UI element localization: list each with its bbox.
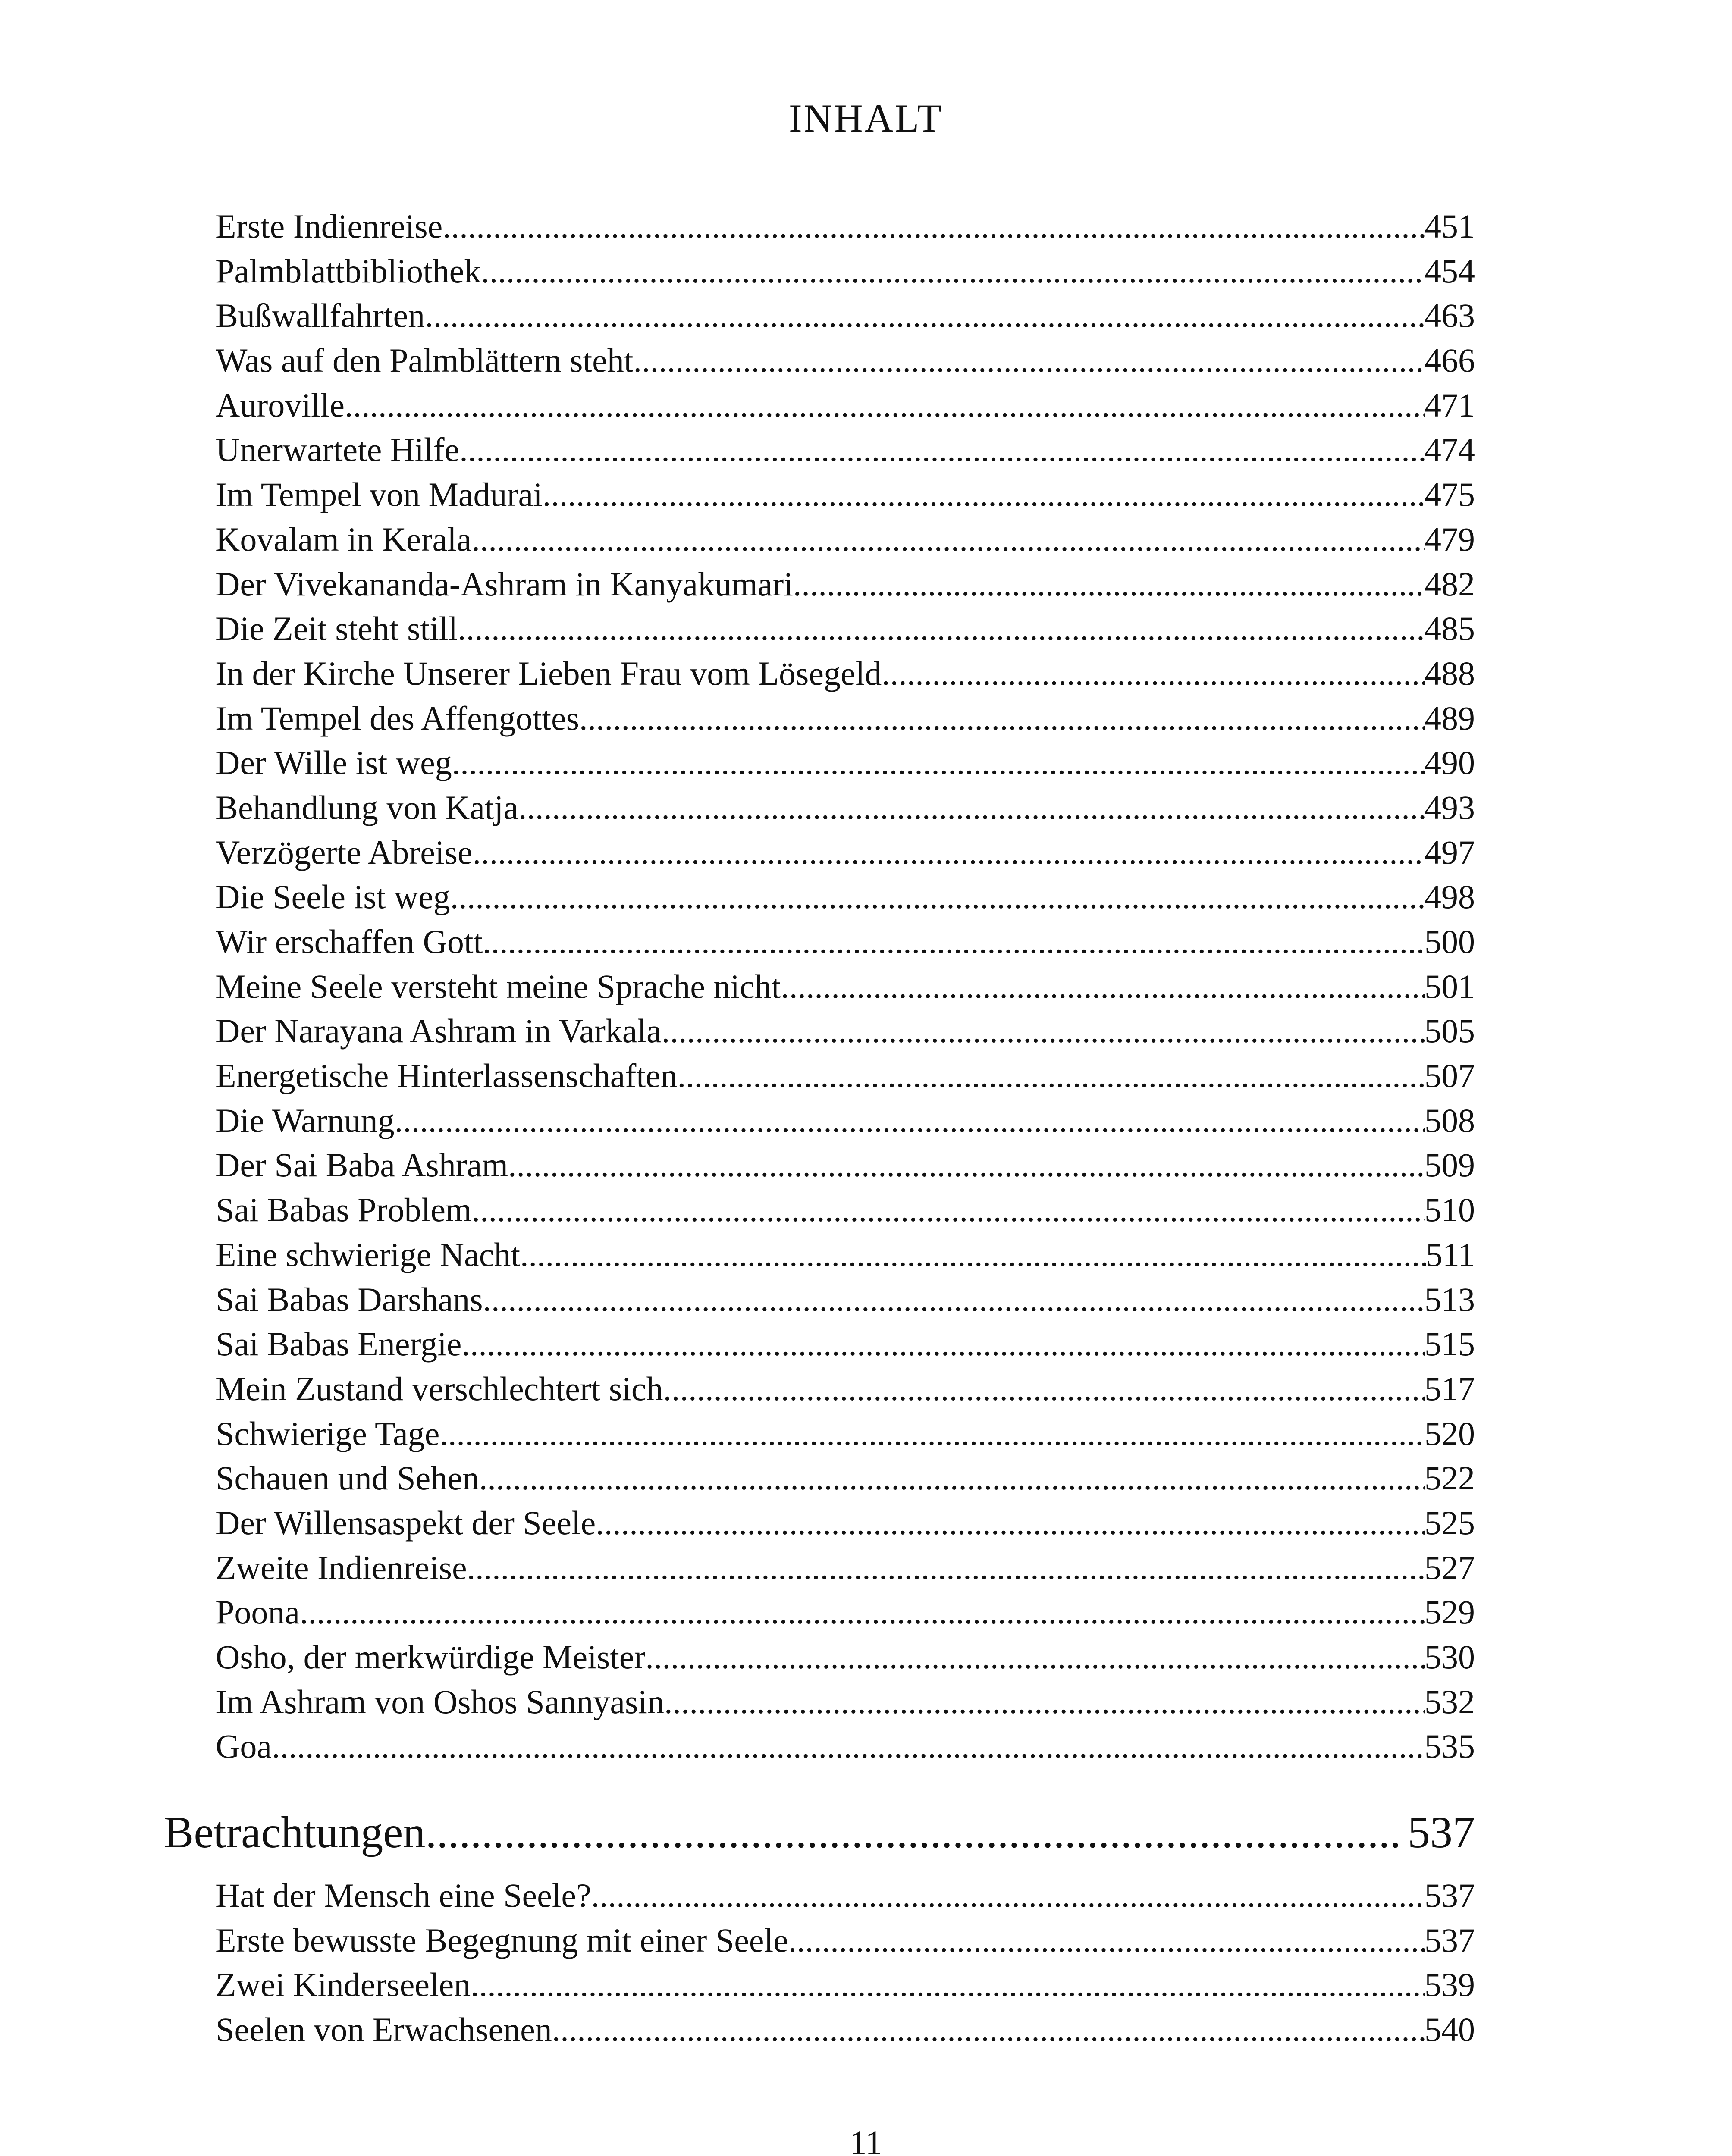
toc-entry-page: 485 [1425, 610, 1475, 648]
toc-entry-page: 511 [1425, 1235, 1475, 1273]
chapter-page-number: 537 [1408, 1808, 1475, 1857]
toc-leader-dots [645, 1635, 1425, 1680]
toc-entry-title: Die Warnung [216, 1101, 395, 1139]
toc-entry-page: 522 [1425, 1459, 1475, 1497]
toc-entry-title: Schwierige Tage [216, 1414, 440, 1452]
toc-entry-title: Auroville [216, 386, 345, 424]
toc-leader-dots [662, 1009, 1425, 1053]
toc-entry [216, 1143, 1475, 1188]
toc-leader-dots [579, 696, 1425, 741]
toc-leader-dots [395, 1098, 1425, 1143]
toc-leader-dots [345, 383, 1425, 428]
toc-leader-dots [472, 1188, 1425, 1232]
toc-entry-page: 510 [1425, 1191, 1475, 1229]
toc-entry [216, 1635, 1475, 1680]
page-number: 11 [850, 2124, 882, 2156]
toc-leader-dots [664, 1680, 1425, 1724]
toc-entry [216, 562, 1475, 607]
toc-entry-title: Der Vivekananda-Ashram in Kanyakumari [216, 565, 793, 603]
toc-leader-dots [483, 919, 1425, 964]
toc-entry [216, 606, 1475, 651]
toc-entry-title: Verzögerte Abreise [216, 833, 473, 871]
chapter-title: Betrachtungen [164, 1808, 426, 1857]
toc-entry [216, 1680, 1475, 1724]
toc-entry-title: Goa [216, 1727, 272, 1765]
toc-entry [216, 249, 1475, 294]
toc-entry [216, 204, 1475, 249]
toc-entry-title: Erste bewusste Begegnung mit einer Seele [216, 1921, 788, 1959]
toc-entry [216, 1188, 1475, 1232]
toc-leader-dots [793, 562, 1425, 607]
toc-entry [216, 785, 1475, 830]
toc-entry-title: Im Tempel von Madurai [216, 476, 543, 514]
toc-entry [216, 1411, 1475, 1456]
toc-entry [216, 383, 1475, 428]
toc-entry-title: Der Wille ist weg [216, 744, 452, 782]
toc-entry-page: 508 [1425, 1101, 1475, 1139]
toc-entry [216, 1009, 1475, 1053]
toc-entry-title: Zwei Kinderseelen [216, 1966, 471, 2004]
toc-leader-dots [473, 830, 1425, 875]
toc-entry-page: 463 [1425, 297, 1475, 335]
toc-leader-dots [272, 1724, 1425, 1769]
toc-entry [216, 1962, 1475, 2007]
toc-leader-dots [483, 1277, 1425, 1322]
toc-entry [216, 1053, 1475, 1098]
toc-entry-page: 489 [1425, 699, 1475, 737]
toc-entry [216, 517, 1475, 562]
toc-entry [216, 1724, 1475, 1769]
running-header: INHALT [789, 96, 943, 140]
toc-entry-title: Erste Indienreise [216, 207, 443, 245]
toc-entry [216, 293, 1475, 338]
toc-leader-dots [518, 785, 1425, 830]
toc-entry-page: 515 [1425, 1325, 1475, 1363]
toc-entry [216, 1545, 1475, 1590]
toc-entry-title: Der Narayana Ashram in Varkala [216, 1012, 662, 1050]
toc-entry [216, 696, 1475, 741]
toc-leader-dots [788, 1918, 1425, 1963]
toc-entry [216, 830, 1475, 875]
toc-leader-dots [520, 1232, 1426, 1277]
toc-entry [216, 964, 1475, 1009]
toc-leader-dots [678, 1053, 1425, 1098]
toc-entry-page: 535 [1425, 1727, 1475, 1765]
toc-entry-title: Seelen von Erwachsenen [216, 2011, 552, 2049]
toc-entry-title: Sai Babas Energie [216, 1325, 462, 1363]
toc-entry [216, 1366, 1475, 1411]
toc-entry-title: Energetische Hinterlassenschaften [216, 1057, 678, 1095]
toc-entry [216, 1501, 1475, 1545]
toc-entry-page: 539 [1425, 1966, 1475, 2004]
toc-entry-page: 525 [1425, 1504, 1475, 1542]
toc-entry-page: 513 [1425, 1280, 1475, 1318]
toc-entry-title: Schauen und Sehen [216, 1459, 479, 1497]
toc-entry-page: 537 [1425, 1921, 1475, 1959]
toc-entry-title: Sai Babas Problem [216, 1191, 472, 1229]
toc-entry-title: Unerwartete Hilfe [216, 431, 460, 469]
toc-entry-title: Der Sai Baba Ashram [216, 1146, 508, 1184]
toc-entry-page: 475 [1425, 476, 1475, 514]
toc-leader-dots [481, 249, 1425, 294]
toc-entry [216, 1873, 1475, 1918]
toc-entry-page: 507 [1425, 1057, 1475, 1095]
toc-entry [216, 874, 1475, 919]
toc-entry-title: Was auf den Palmblättern steht [216, 342, 634, 379]
toc-leader-dots [591, 1873, 1425, 1918]
toc-entry-title: Die Seele ist weg [216, 878, 450, 916]
toc-entry-title: Kovalam in Kerala [216, 520, 472, 558]
toc-leader-dots [552, 2007, 1425, 2052]
toc-entry-page: 493 [1425, 788, 1475, 826]
toc-leader-dots [633, 338, 1425, 383]
toc-entry-page: 529 [1425, 1593, 1475, 1631]
toc-leader-dots [467, 1545, 1425, 1590]
toc-entry-title: Hat der Mensch eine Seele? [216, 1877, 591, 1914]
toc-entry-page: 501 [1425, 967, 1475, 1005]
toc-entry-page: 509 [1425, 1146, 1475, 1184]
toc-leader-dots [439, 1411, 1425, 1456]
toc-entry-title: Meine Seele versteht meine Sprache nicht [216, 967, 781, 1005]
toc-entry-page: 537 [1425, 1877, 1475, 1914]
toc-entry-title: Im Ashram von Oshos Sannyasin [216, 1683, 664, 1720]
toc-entry-title: Zweite Indienreise [216, 1548, 467, 1586]
toc-entry-page: 490 [1425, 744, 1475, 782]
toc-leader-dots [471, 1962, 1425, 2007]
toc-entry-title: Wir erschaffen Gott [216, 923, 483, 960]
toc-entry [216, 338, 1475, 383]
toc-entry [216, 1232, 1475, 1277]
toc-entry-title: Im Tempel des Affengottes [216, 699, 579, 737]
toc-entry [216, 651, 1475, 696]
toc-leader-dots [458, 606, 1425, 651]
toc-entry-title: Behandlung von Katja [216, 788, 518, 826]
toc-entry [216, 1277, 1475, 1322]
toc-leader-dots [450, 874, 1425, 919]
toc-entry [216, 1590, 1475, 1635]
toc-entry [216, 740, 1475, 785]
toc-entry-page: 451 [1425, 207, 1475, 245]
toc-list-after [216, 1873, 1475, 2052]
toc-leader-dots [882, 651, 1425, 696]
toc-entry-page: 505 [1425, 1012, 1475, 1050]
toc-entry-page: 517 [1425, 1369, 1475, 1407]
toc-entry-page: 482 [1425, 565, 1475, 603]
toc-entry-title: In der Kirche Unserer Lieben Frau vom Lösegeld [216, 654, 882, 692]
toc-entry-page: 497 [1425, 833, 1475, 871]
toc-leader-dots [781, 964, 1425, 1009]
toc-entry [216, 1322, 1475, 1366]
toc-entry-page: 488 [1425, 654, 1475, 692]
toc-entry [216, 1098, 1475, 1143]
toc-entry [216, 1918, 1475, 1963]
toc-entry-page: 520 [1425, 1414, 1475, 1452]
toc-entry-page: 479 [1425, 520, 1475, 558]
toc-entry-page: 540 [1425, 2011, 1475, 2049]
toc-leader-dots [300, 1590, 1425, 1635]
toc-entry-page: 527 [1425, 1548, 1475, 1586]
toc-entry-title: Bußwallfahrten [216, 297, 425, 335]
toc-entry-page: 471 [1425, 386, 1475, 424]
toc-entry-page: 530 [1425, 1638, 1475, 1676]
toc-entry-title: Die Zeit steht still [216, 610, 458, 648]
toc-entry-page: 500 [1425, 923, 1475, 960]
toc-leader-dots [459, 427, 1425, 472]
toc-entry-title: Sai Babas Darshans [216, 1280, 483, 1318]
toc-entry-title: Poona [216, 1593, 300, 1631]
toc-leader-dots [663, 1366, 1425, 1411]
toc-entry-page: 474 [1425, 431, 1475, 469]
toc-entry [216, 919, 1475, 964]
toc-entry [216, 2007, 1475, 2052]
toc-entry-page: 466 [1425, 342, 1475, 379]
toc-leader-dots [452, 740, 1425, 785]
toc-entry-page: 498 [1425, 878, 1475, 916]
toc-leader-dots [471, 517, 1425, 562]
toc-entry-title: Palmblattbibliothek [216, 252, 481, 290]
toc-entry-title: Osho, der merkwürdige Meister [216, 1638, 646, 1676]
toc-entry-title: Der Willensaspekt der Seele [216, 1504, 596, 1542]
toc-leader-dots [596, 1501, 1425, 1545]
toc-entry-title: Mein Zustand verschlechtert sich [216, 1369, 663, 1407]
chapter-leader-dots [425, 1802, 1403, 1863]
toc-entry-title: Eine schwierige Nacht [216, 1235, 521, 1273]
toc-leader-dots [543, 472, 1425, 517]
toc-leader-dots [461, 1322, 1425, 1366]
toc-list-before [216, 204, 1475, 1769]
toc-entry-page: 454 [1425, 252, 1475, 290]
toc-chapter-heading [164, 1802, 1475, 1863]
toc-leader-dots [479, 1456, 1425, 1501]
toc-entry [216, 427, 1475, 472]
toc-leader-dots [425, 293, 1425, 338]
toc-entry-page: 532 [1425, 1683, 1475, 1720]
toc-leader-dots [442, 204, 1425, 249]
toc-leader-dots [508, 1143, 1425, 1188]
toc-entry [216, 472, 1475, 517]
toc-entry [216, 1456, 1475, 1501]
